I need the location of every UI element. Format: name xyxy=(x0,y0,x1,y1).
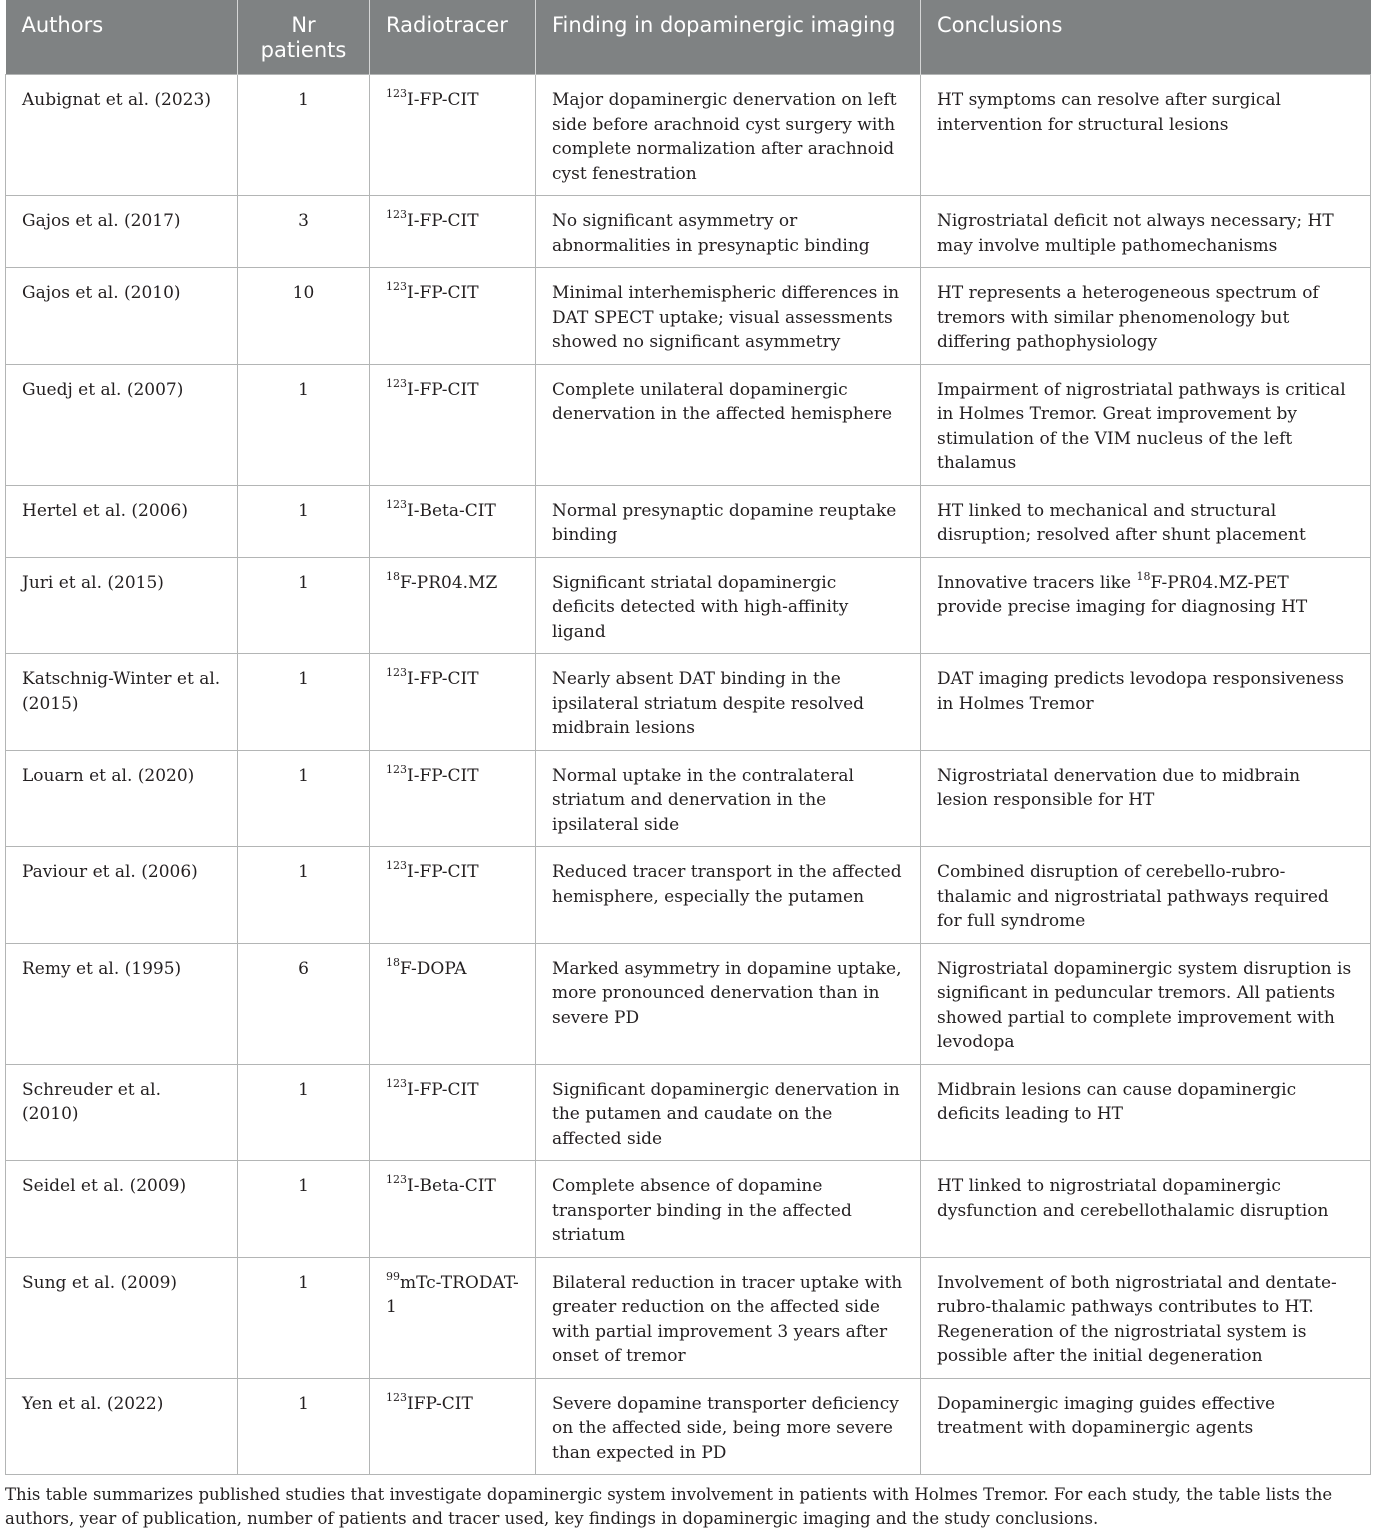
author-text: Remy et al. (1995) xyxy=(22,958,182,979)
tracer-isotope: 18 xyxy=(386,955,400,969)
author-text: Juri et al. (2015) xyxy=(22,572,164,593)
cell-nr-patients xyxy=(238,1378,370,1475)
conclusion-text: F-PR04.MZ-PET provide precise imaging for diagnosing HT xyxy=(937,572,1308,617)
tracer-isotope: 123 xyxy=(386,87,407,101)
tracer-name: I-FP-CIT xyxy=(407,90,479,110)
cell-authors xyxy=(6,1257,238,1378)
patients-count: 1 xyxy=(298,90,309,110)
table-row xyxy=(6,943,1371,1064)
tracer-isotope: 123 xyxy=(386,208,407,222)
author-text: Seidel et al. (2009) xyxy=(22,1176,187,1196)
table-row xyxy=(6,750,1371,847)
conclusion-text: Impairment of nigrostriatal pathways is critical in Holmes Tremor. Great improvement by stimulation of the VIM nucleus of the left thalamus xyxy=(937,379,1346,473)
conclusion-text: Midbrain lesions can cause dopaminergic deficits leading to HT xyxy=(937,1079,1297,1124)
finding-text: No significant asymmetry or abnormalities in presynaptic binding xyxy=(552,211,870,256)
cell-radiotracer xyxy=(370,847,536,944)
tracer-name: I-Beta-CIT xyxy=(407,1176,496,1196)
conclusion-text: HT linked to mechanical and structural disruption; resolved after shunt placement xyxy=(937,500,1306,545)
author-text: Yen et al. (2022) xyxy=(22,1393,164,1414)
cell-radiotracer xyxy=(370,1161,536,1258)
conclusion-text: Involvement of both nigrostriatal and dentate-rubro-thalamic pathways contributes to HT. Regeneration of the nigrostriatal system is possible after the initial degeneration xyxy=(937,1272,1337,1366)
header-finding: Finding in dopaminergic imaging xyxy=(536,0,921,75)
cell-radiotracer xyxy=(370,557,536,654)
cell-conclusions xyxy=(921,1161,1371,1258)
cell-finding xyxy=(536,943,921,1064)
author-text: Gajos et al. (2010) xyxy=(22,283,181,303)
cell-authors xyxy=(6,1378,238,1475)
header-nr-patients: Nr patients xyxy=(238,0,370,75)
finding-text: Complete unilateral dopaminergic denervation in the affected hemisphere xyxy=(552,379,893,424)
table-body xyxy=(6,75,1371,1475)
finding-text: Major dopaminergic denervation on left side before arachnoid cyst surgery with complete normalization after arachnoid cyst fenestration xyxy=(552,90,897,184)
cell-nr-patients xyxy=(238,847,370,944)
cell-radiotracer xyxy=(370,75,536,196)
cell-radiotracer xyxy=(370,750,536,847)
cell-conclusions xyxy=(921,364,1371,485)
header-authors: Authors xyxy=(6,0,238,75)
tracer-name: I-FP-CIT xyxy=(407,211,479,231)
conclusion-text: Combined disruption of cerebello-rubro-thalamic and nigrostriatal pathways required for full syndrome xyxy=(937,862,1329,931)
finding-text: Significant striatal dopaminergic deficits detected with high-affinity ligand xyxy=(552,572,849,642)
tracer-name: F-DOPA xyxy=(400,958,467,979)
cell-authors xyxy=(6,750,238,847)
tracer-isotope: 123 xyxy=(386,1076,407,1090)
cell-authors xyxy=(6,75,238,196)
cell-finding xyxy=(536,268,921,365)
cell-finding xyxy=(536,750,921,847)
conclusion-prefix: Innovative tracers like xyxy=(937,572,1137,593)
tracer-name: I-FP-CIT xyxy=(407,1079,479,1100)
cell-radiotracer xyxy=(370,654,536,751)
cell-finding xyxy=(536,1161,921,1258)
patients-count: 1 xyxy=(298,572,309,593)
conclusion-text: Dopaminergic imaging guides effective treatment with dopaminergic agents xyxy=(937,1393,1276,1438)
author-text: Schreuder et al. (2010) xyxy=(22,1079,161,1124)
finding-text: Nearly absent DAT binding in the ipsilateral striatum despite resolved midbrain lesions xyxy=(552,669,865,738)
finding-text: Significant dopaminergic denervation in the putamen and caudate on the affected side xyxy=(552,1079,900,1149)
tracer-name: I-FP-CIT xyxy=(407,862,479,882)
tracer-isotope: 123 xyxy=(386,762,407,776)
finding-text: Normal uptake in the contralateral striatum and denervation in the ipsilateral side xyxy=(552,765,854,835)
table-row xyxy=(6,196,1371,268)
table-row xyxy=(6,1064,1371,1161)
tracer-name: F-PR04.MZ xyxy=(400,572,498,593)
tracer-name: I-FP-CIT xyxy=(407,669,479,689)
table-row xyxy=(6,268,1371,365)
conclusion-text: Nigrostriatal deficit not always necessary; HT may involve multiple pathomechanisms xyxy=(937,211,1334,256)
cell-conclusions xyxy=(921,75,1371,196)
cell-finding xyxy=(536,485,921,557)
finding-text: Complete absence of dopamine transporter binding in the affected striatum xyxy=(552,1176,852,1245)
cell-finding xyxy=(536,1064,921,1161)
table-caption: This table summarizes published studies that investigate dopaminergic system involvement in patients with Holmes Tremor. For each study, the table lists the authors, year of publication, number of patients and tracer used, key findings in dopaminergic imaging and the study conclusions. xyxy=(5,1485,1333,1528)
finding-text: Severe dopamine transporter deficiency on the affected side, being more severe than expected in PD xyxy=(552,1393,899,1463)
tracer-isotope: 99 xyxy=(386,1269,400,1283)
author-text: Louarn et al. (2020) xyxy=(22,765,195,786)
table-container xyxy=(5,0,1370,1531)
finding-text: Normal presynaptic dopamine reuptake binding xyxy=(552,500,897,545)
cell-finding xyxy=(536,196,921,268)
cell-nr-patients xyxy=(238,557,370,654)
cell-conclusions xyxy=(921,196,1371,268)
cell-nr-patients xyxy=(238,1257,370,1378)
author-text: Gajos et al. (2017) xyxy=(22,211,181,231)
tracer-isotope: 123 xyxy=(386,666,407,680)
tracer-name: I-FP-CIT xyxy=(407,379,479,400)
conclusion-text: HT linked to nigrostriatal dopaminergic dysfunction and cerebellothalamic disruption xyxy=(937,1176,1329,1221)
table-row xyxy=(6,557,1371,654)
patients-count: 1 xyxy=(298,765,309,786)
header-radiotracer: Radiotracer xyxy=(370,0,536,75)
cell-authors xyxy=(6,943,238,1064)
cell-authors xyxy=(6,1161,238,1258)
cell-conclusions xyxy=(921,654,1371,751)
tracer-isotope: 123 xyxy=(386,280,407,294)
tracer-isotope: 18 xyxy=(386,569,400,583)
table-row xyxy=(6,1257,1371,1378)
cell-radiotracer xyxy=(370,1378,536,1475)
patients-count: 10 xyxy=(292,283,315,303)
patients-count: 1 xyxy=(298,1272,309,1293)
conclusion-text: Nigrostriatal denervation due to midbrain lesion responsible for HT xyxy=(937,765,1301,810)
table-header-row xyxy=(6,0,1371,75)
cell-conclusions xyxy=(921,1064,1371,1161)
cell-nr-patients xyxy=(238,1064,370,1161)
cell-radiotracer xyxy=(370,196,536,268)
cell-nr-patients xyxy=(238,268,370,365)
cell-conclusions xyxy=(921,1378,1371,1475)
cell-conclusions xyxy=(921,485,1371,557)
cell-radiotracer xyxy=(370,1257,536,1378)
patients-count: 1 xyxy=(298,1393,309,1414)
tracer-isotope: 123 xyxy=(386,376,407,390)
cell-nr-patients xyxy=(238,364,370,485)
conclusion-text: DAT imaging predicts levodopa responsiveness in Holmes Tremor xyxy=(937,669,1344,714)
tracer-name: I-FP-CIT xyxy=(407,283,479,303)
table-row xyxy=(6,485,1371,557)
table-row xyxy=(6,75,1371,196)
conclusion-isotope: 18 xyxy=(1136,569,1151,583)
finding-text: Reduced tracer transport in the affected hemisphere, especially the putamen xyxy=(552,862,902,907)
table-row xyxy=(6,847,1371,944)
tracer-name: IFP-CIT xyxy=(407,1393,473,1414)
cell-radiotracer xyxy=(370,1064,536,1161)
cell-nr-patients xyxy=(238,1161,370,1258)
cell-radiotracer xyxy=(370,485,536,557)
cell-conclusions xyxy=(921,943,1371,1064)
table-row xyxy=(6,364,1371,485)
cell-authors xyxy=(6,847,238,944)
cell-nr-patients xyxy=(238,196,370,268)
patients-count: 1 xyxy=(298,1176,309,1196)
tracer-name: mTc-TRODAT-1 xyxy=(386,1272,519,1317)
cell-finding xyxy=(536,75,921,196)
author-text: Paviour et al. (2006) xyxy=(22,862,198,882)
conclusion-text: HT represents a heterogeneous spectrum of tremors with similar phenomenology but differing pathophysiology xyxy=(937,283,1319,352)
cell-nr-patients xyxy=(238,485,370,557)
cell-conclusions xyxy=(921,1257,1371,1378)
cell-nr-patients xyxy=(238,75,370,196)
cell-finding xyxy=(536,557,921,654)
cell-finding xyxy=(536,654,921,751)
cell-authors xyxy=(6,1064,238,1161)
author-text: Guedj et al. (2007) xyxy=(22,379,184,400)
cell-nr-patients xyxy=(238,654,370,751)
cell-conclusions xyxy=(921,268,1371,365)
cell-finding xyxy=(536,847,921,944)
tracer-name: I-Beta-CIT xyxy=(407,500,496,521)
tracer-name: I-FP-CIT xyxy=(407,765,479,786)
tracer-isotope: 123 xyxy=(386,859,407,873)
cell-authors xyxy=(6,654,238,751)
patients-count: 3 xyxy=(298,211,309,231)
patients-count: 1 xyxy=(298,500,309,521)
table-row xyxy=(6,1378,1371,1475)
finding-text: Marked asymmetry in dopamine uptake, more pronounced denervation than in severe PD xyxy=(552,958,902,1028)
conclusion-text: HT symptoms can resolve after surgical intervention for structural lesions xyxy=(937,90,1281,135)
cell-authors xyxy=(6,196,238,268)
cell-finding xyxy=(536,1378,921,1475)
header-conclusions: Conclusions xyxy=(921,0,1371,75)
author-text: Aubignat et al. (2023) xyxy=(22,90,211,110)
finding-text: Minimal interhemispheric differences in DAT SPECT uptake; visual assessments showed no significant asymmetry xyxy=(552,283,900,352)
patients-count: 1 xyxy=(298,379,309,400)
cell-nr-patients xyxy=(238,750,370,847)
patients-count: 1 xyxy=(298,1079,309,1100)
cell-finding xyxy=(536,1257,921,1378)
cell-authors xyxy=(6,485,238,557)
table-row xyxy=(6,654,1371,751)
author-text: Katschnig-Winter et al. (2015) xyxy=(22,669,221,714)
cell-authors xyxy=(6,268,238,365)
patients-count: 1 xyxy=(298,669,309,689)
table-row xyxy=(6,1161,1371,1258)
cell-authors xyxy=(6,364,238,485)
cell-authors xyxy=(6,557,238,654)
author-text: Sung et al. (2009) xyxy=(22,1272,178,1293)
cell-conclusions xyxy=(921,847,1371,944)
cell-conclusions xyxy=(921,750,1371,847)
tracer-isotope: 123 xyxy=(386,497,407,511)
tracer-isotope: 123 xyxy=(386,1173,407,1187)
author-text: Hertel et al. (2006) xyxy=(22,500,188,521)
patients-count: 6 xyxy=(298,958,309,979)
cell-finding xyxy=(536,364,921,485)
conclusion-text: Nigrostriatal dopaminergic system disruption is significant in peduncular tremors. All patients showed partial to complete improvement with levodopa xyxy=(937,958,1352,1052)
patients-count: 1 xyxy=(298,862,309,882)
tracer-isotope: 123 xyxy=(386,1390,407,1404)
studies-table xyxy=(5,0,1371,1475)
cell-radiotracer xyxy=(370,268,536,365)
cell-conclusions xyxy=(921,557,1371,654)
cell-radiotracer xyxy=(370,364,536,485)
cell-nr-patients xyxy=(238,943,370,1064)
cell-radiotracer xyxy=(370,943,536,1064)
finding-text: Bilateral reduction in tracer uptake with greater reduction on the affected side with partial improvement 3 years after onset of tremor xyxy=(552,1272,903,1366)
